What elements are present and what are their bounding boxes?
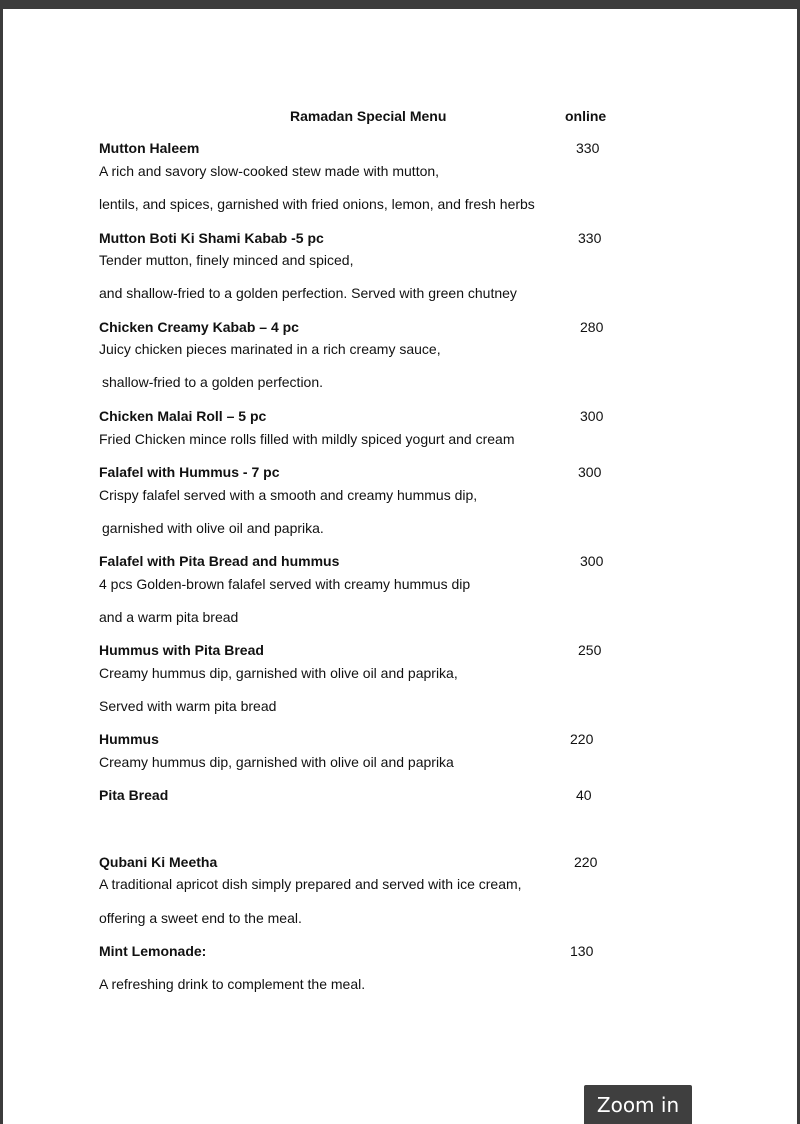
item-name: Qubani Ki Meetha xyxy=(99,854,218,870)
item-price: 220 xyxy=(570,731,594,747)
item-price: 220 xyxy=(574,854,598,870)
item-description: Served with warm pita bread xyxy=(99,698,277,714)
item-description: lentils, and spices, garnished with fried onions, lemon, and fresh herbs xyxy=(99,196,535,212)
item-description: A rich and savory slow-cooked stew made with mutton, xyxy=(99,163,440,179)
item-description: garnished with olive oil and paprika. xyxy=(102,520,324,536)
item-name: Hummus xyxy=(99,731,159,747)
item-name: Falafel with Pita Bread and hummus xyxy=(99,553,340,569)
item-description: and a warm pita bread xyxy=(99,609,239,625)
item-price: 280 xyxy=(580,319,604,335)
item-price: 250 xyxy=(578,642,602,658)
item-description: Tender mutton, finely minced and spiced, xyxy=(99,252,354,268)
item-description: A refreshing drink to complement the meal. xyxy=(99,976,366,992)
menu-title: Ramadan Special Menu xyxy=(290,108,447,124)
price-column-header: online xyxy=(565,108,607,124)
item-description: and shallow-fried to a golden perfection. Served with green chutney xyxy=(99,285,517,301)
item-description: Juicy chicken pieces marinated in a rich creamy sauce, xyxy=(99,341,441,357)
item-price: 300 xyxy=(580,408,604,424)
item-name: Chicken Malai Roll – 5 pc xyxy=(99,408,267,424)
item-description: Creamy hummus dip, garnished with olive oil and paprika, xyxy=(99,665,458,681)
item-name: Mutton Haleem xyxy=(99,140,200,156)
item-name: Pita Bread xyxy=(99,787,169,803)
item-price: 300 xyxy=(578,464,602,480)
document-page xyxy=(3,9,797,1124)
item-description: 4 pcs Golden-brown falafel served with creamy hummus dip xyxy=(99,576,471,592)
item-name: Chicken Creamy Kabab – 4 pc xyxy=(99,319,299,335)
item-price: 330 xyxy=(578,230,602,246)
item-description: offering a sweet end to the meal. xyxy=(99,910,302,926)
item-name: Hummus with Pita Bread xyxy=(99,642,264,658)
item-description: Creamy hummus dip, garnished with olive oil and paprika xyxy=(99,754,454,770)
item-description: Fried Chicken mince rolls filled with mildly spiced yogurt and cream xyxy=(99,431,515,447)
item-name: Mutton Boti Ki Shami Kabab -5 pc xyxy=(99,230,324,246)
item-name: Falafel with Hummus - 7 pc xyxy=(99,464,280,480)
zoom-in-button[interactable]: Zoom in xyxy=(584,1085,692,1124)
item-price: 330 xyxy=(576,140,600,156)
item-description: shallow-fried to a golden perfection. xyxy=(102,374,324,390)
item-description: Crispy falafel served with a smooth and creamy hummus dip, xyxy=(99,487,478,503)
item-description: A traditional apricot dish simply prepared and served with ice cream, xyxy=(99,876,522,892)
item-price: 40 xyxy=(576,787,592,803)
item-price: 300 xyxy=(580,553,604,569)
item-name: Mint Lemonade: xyxy=(99,943,207,959)
item-price: 130 xyxy=(570,943,594,959)
